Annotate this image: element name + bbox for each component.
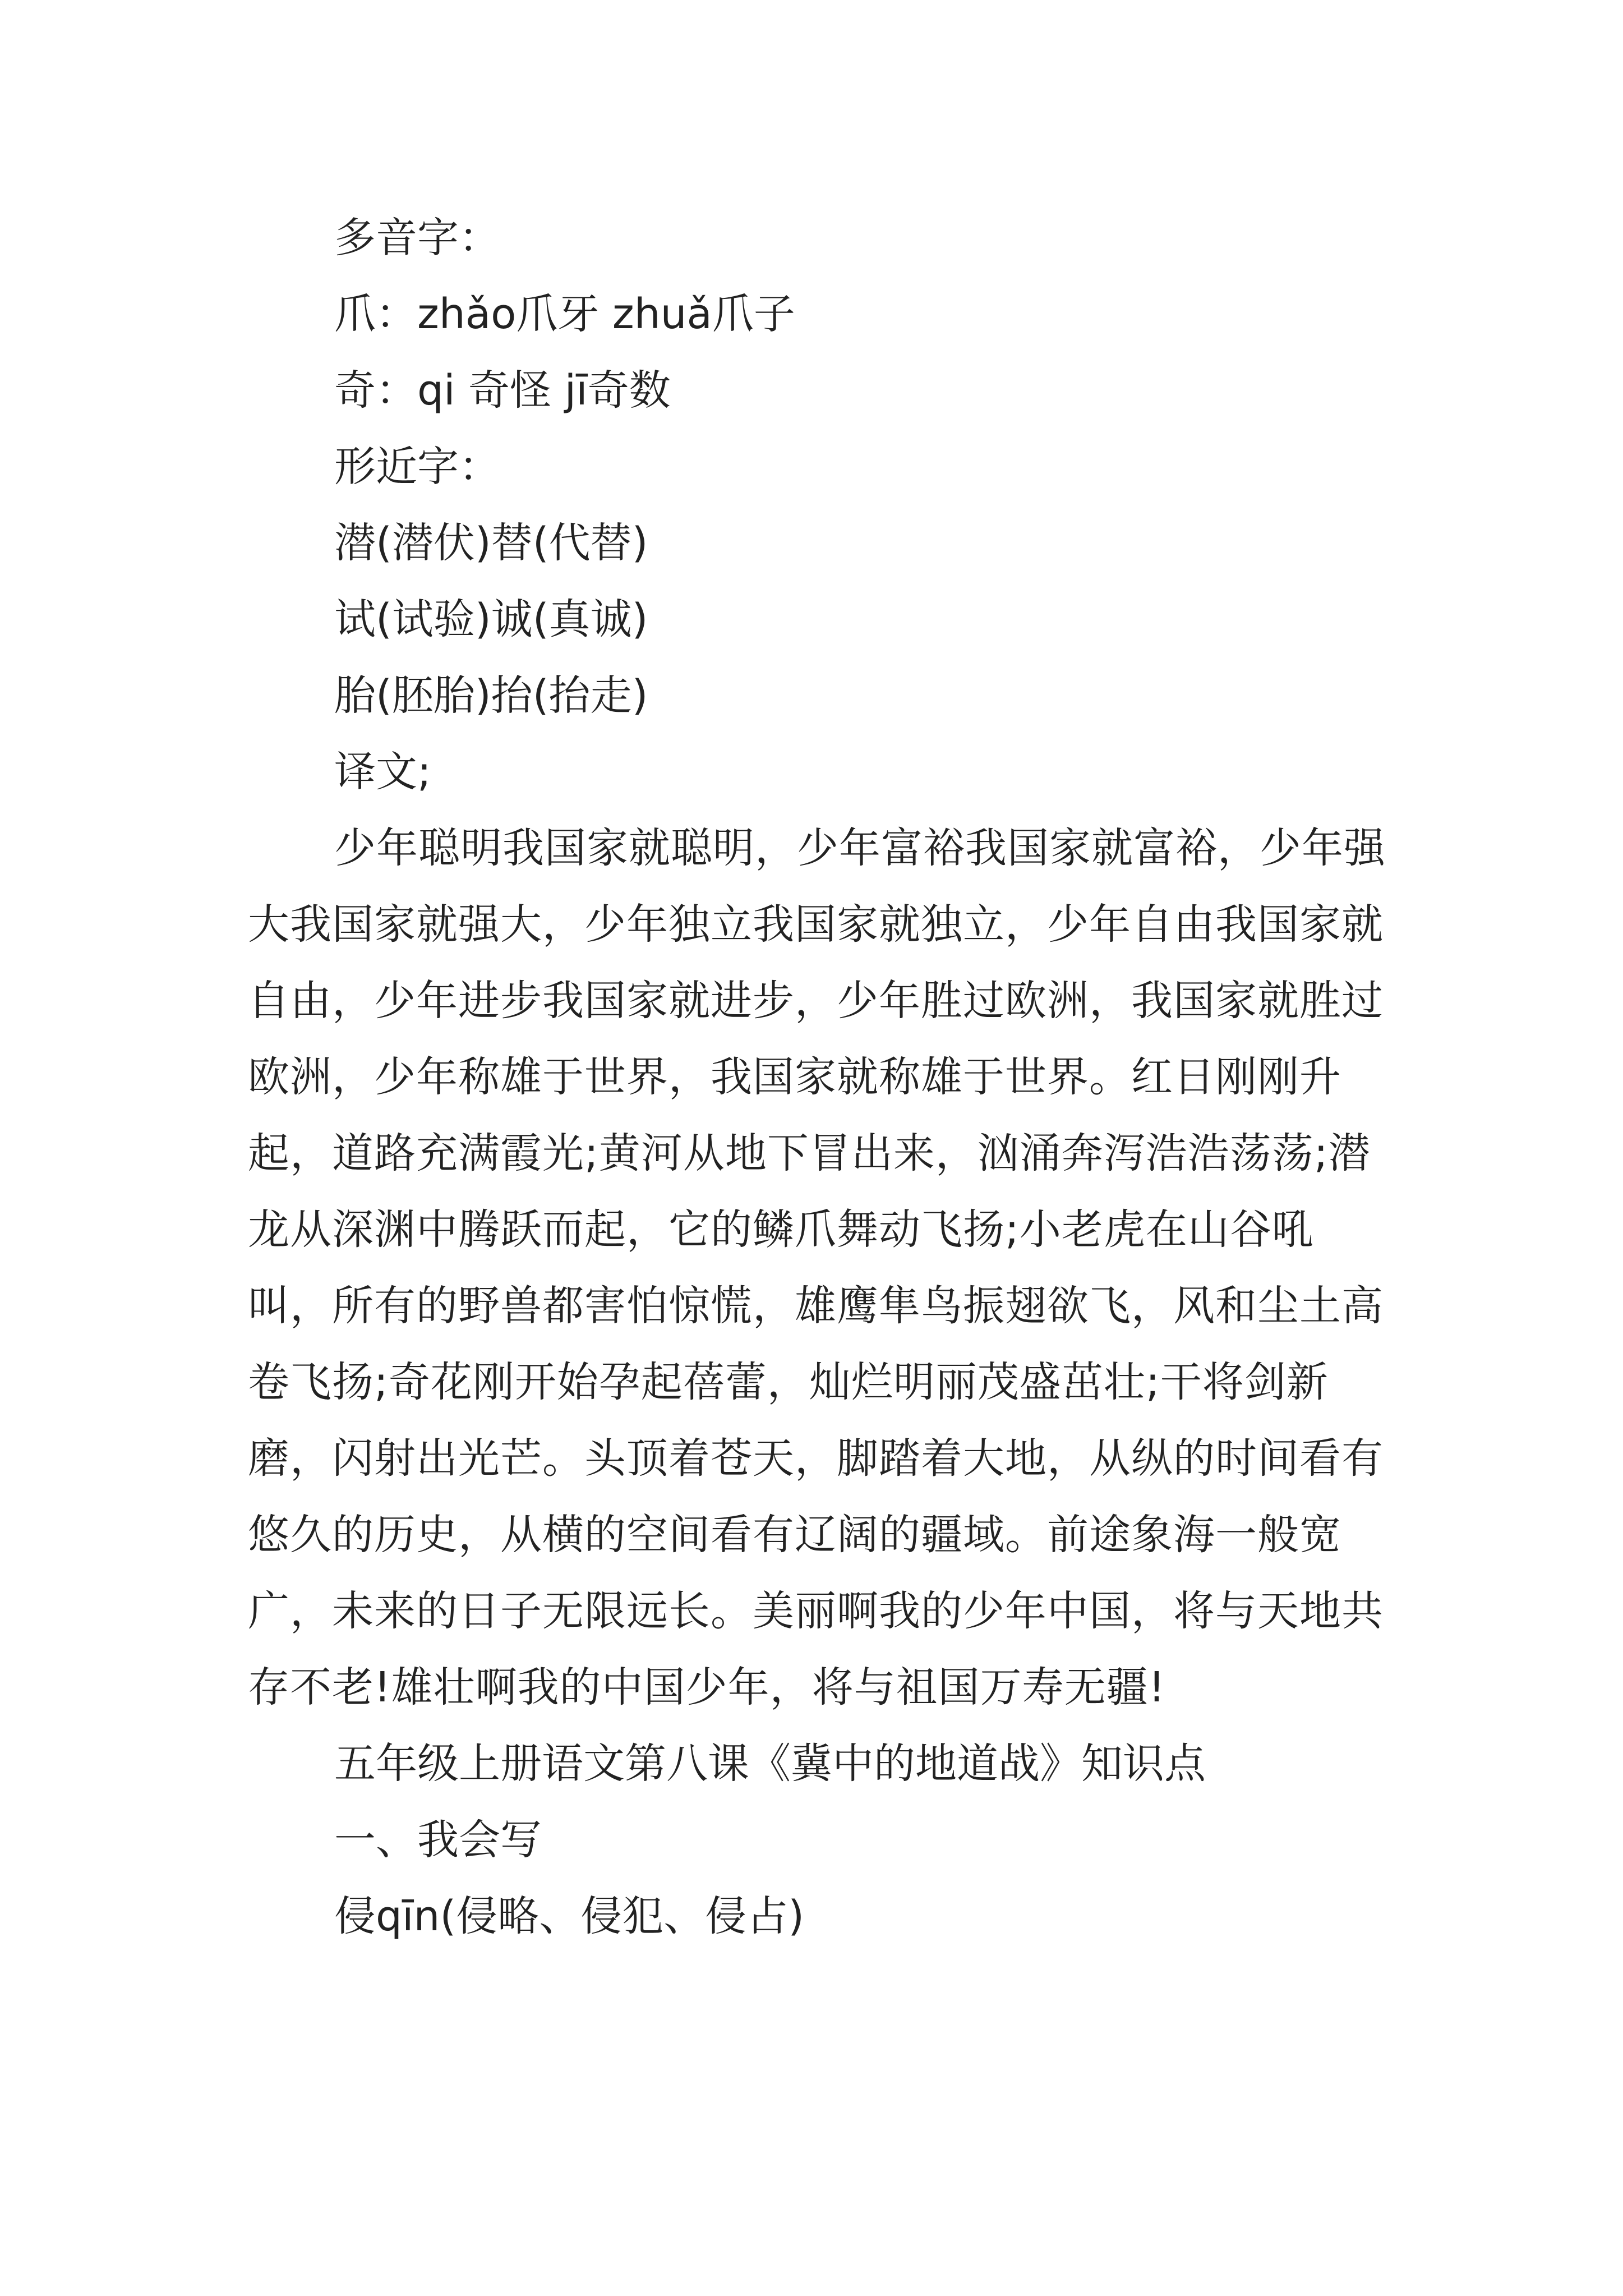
similar-chars-heading: 形近字：	[334, 443, 500, 491]
similar-char-line-tai: 胎(胚胎)抬(抬走)	[334, 671, 648, 720]
lesson-title: 五年级上册语文第八课《冀中的地道战》知识点	[334, 1740, 1206, 1788]
similar-char-line-qian: 潜(潜伏)替(代替)	[334, 519, 648, 567]
section-heading: 一、我会写	[334, 1816, 542, 1864]
polyphones-heading: 多音字：	[334, 214, 500, 262]
translation-heading: 译文;	[334, 748, 431, 796]
document-body	[248, 200, 1392, 1954]
polyphone-line-qi: 奇：qi 奇怪 jī奇数	[334, 366, 671, 415]
translation-paragraph: 少年聪明我国家就聪明，少年富裕我国家就富裕，少年强大我国家就强大，少年独立我国家就独立，少年自由我国家就自由，少年进步我国家就进步，少年胜过欧洲，我国家就胜过欧洲，少年称雄于世界，我国家就称雄于世界。红日刚刚升起，道路充满霞光;黄河从地下冒出来，汹涌奔泻浩浩荡荡;潜龙从深渊中腾跃而起，它的鳞爪舞动飞扬;小老虎在山谷吼叫，所有的野兽都害怕惊慌，雄鹰隼鸟振翅欲飞，风和尘土高卷飞扬;奇花刚开始孕起蓓蕾，灿烂明丽茂盛茁壮;干将剑新磨，闪射出光芒。头顶着苍天，脚踏着大地，从纵的时间看有悠久的历史，从横的空间看有辽阔的疆域。前途象海一般宽广，未来的日子无限远长。美丽啊我的少年中国，将与天地共存不老!雄壮啊我的中国少年，将与祖国万寿无疆!	[248, 824, 1386, 1711]
vocab-line-qin: 侵qīn(侵略、侵犯、侵占)	[334, 1892, 805, 1940]
similar-char-line-shi: 试(试验)诚(真诚)	[334, 595, 648, 643]
polyphone-line-zhao: 爪：zhǎo爪牙 zhuǎ爪子	[334, 290, 795, 338]
